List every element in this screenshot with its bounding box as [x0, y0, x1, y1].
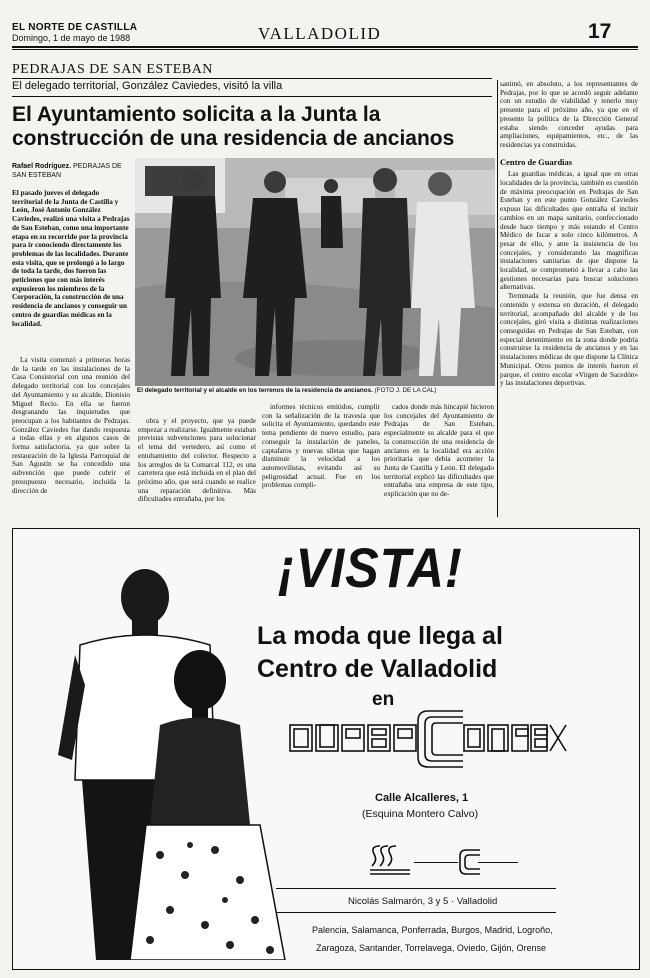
subhead-rule [12, 96, 492, 97]
photo-caption: El delegado territorial y el alcalde en los terrenos de la residencia de ancianos. [137, 387, 373, 394]
ad-tagline-1: La moda que llega al [257, 622, 503, 650]
byline-author: Rafael Rodríguez. [12, 163, 72, 170]
photo-illustration [135, 158, 495, 386]
column-5-text-3: Terminada la reunión, que fue densa en contenido y extensa en duración, el delegado territorial, acompañado del alcalde y de los concejales, giró visita a distintas realizaciones conseguidas en Pedrajas de San Esteban, con especial detenimiento en la zona donde podría construirse la residencia de ancianos y en las instalaciones médicas de que dispone la Clínica Municipal. Otros puntos de interés fueron el parque, el centro escolar «Virgen de Sacedón» y las instalaciones deportivas. [500, 292, 638, 388]
ad-en: en [372, 689, 395, 710]
issue-date: Domingo, 1 de mayo de 1988 [12, 33, 131, 43]
newspaper-name: EL NORTE DE CASTILLA [12, 22, 138, 33]
column-5-subheading: Centro de Guardias [500, 156, 573, 167]
page-number: 17 [588, 20, 612, 43]
ad-address-corner: (Esquina Montero Calvo) [362, 808, 479, 820]
article-subhead: El delegado territorial, González Caviedes, visitó la villa [12, 80, 283, 92]
column-5-text-2: Las guardias médicas, a igual que en otras localidades de la provincia, también es cuestión de máxima preocupación en Pedrajas de San Esteban y en este punto González Caviedes expuso las dificultades que entraña el incluir cambios en un mapa sanitario, confeccionado desde hace tiempo y más estando el Centro Médico de Iscar a solo cinco kilómetros. A pesar de ello, y ante la insistencia de los concejales, y considerando las magníficas instalaciones sanitarias de que dispone la localidad, se comprometió a llevar a cabo las gestiones necesarias para buscar soluciones alternativas. [500, 170, 638, 292]
ad-tagline-2: Centro de Valladolid [257, 655, 498, 683]
photo-credit: (FOTO J. DE LA CAL) [374, 387, 437, 394]
section-title: VALLADOLID [258, 24, 382, 43]
column-4-text: cados donde más hincapié hicieron los concejales del Ayuntamiento de Pedrajas de San Esteban, especialmente su alcalde para el que la construcción de una residencia de ancianos en la localidad era acción prioritaria que debía acometer la Junta de Castilla y León. El delegado territorial explicó las dificultades que entrañaba una empresa de este tipo, explicación que no de- [384, 403, 494, 499]
column-1-text: La visita comenzó a primeras horas de la tarde en las instalaciones de la Casa Consistorial con una reunión del delegado territorial con los concejales del Ayuntamiento y su alcalde, Dionisio Miguel Recio. En ella se fueron desgranando las inquietudes que preocupan a los habitantes de Pedrajas. González Caviedes fue dando respuesta a todas ellas y en algunos casos de forma satisfactoria, ya que sobre la restauración de la Iglesia Parroquial de San Agustín se ha concedido una subvención que puede cubrir el presupuesto necesario, incluida la dirección de [12, 356, 130, 495]
ad-divider-2 [276, 912, 556, 913]
column-5-text-1: sanimó, en absoluto, a los representantes de Pedrajas, por lo que se acordó seguir adelante con un estudio de viabilidad y tenerlo muy presente para el próximo año, ya que en el presente la política de la Dirección General estaba siendo conceder ayudas para ampliaciones, equipamientos, etc., de las residencias ya construidas. [500, 80, 638, 149]
article-photo [135, 158, 495, 386]
superconfex-small-logo [370, 836, 520, 886]
byline [12, 162, 132, 180]
ad-cities-line-2: Zaragoza, Santander, Torrelavega, Oviedo, Gijón, Orense [316, 943, 546, 953]
column-2-text: obra y el proyecto, que ya puede empezar a realizarse. Igualmente estaban previstas subvenciones para solucionar el tema del vertedero, así como el entubamiento del colector. Respecto a los arreglos de la Comarcal 112, es una carretera que está incluida en el plan del próximo año, que será cuando se realice una reparación definitiva. Más dificultades entrañaba, por los [138, 417, 256, 504]
ad-couple-illustration [40, 565, 290, 960]
masthead-thin-rule [12, 49, 638, 50]
ad-headline: ¡VISTA! [278, 536, 463, 599]
superconfex-logo [288, 707, 568, 771]
ad-cities-line-1: Palencia, Salamanca, Ponferrada, Burgos, Madrid, Logroño, [312, 925, 553, 935]
photo-caption-line [137, 387, 497, 394]
article-column-1 [12, 356, 130, 516]
ad-street-address: Nicolás Salmarón, 3 y 5 · Valladolid [348, 896, 498, 907]
column-divider [497, 80, 498, 517]
ad-divider [276, 888, 556, 889]
article-column-4 [384, 403, 494, 517]
article-headline: El Ayuntamiento solicita a la Junta la construcción de una residencia de ancianos [12, 103, 455, 150]
article-kicker: PEDRAJAS DE SAN ESTEBAN [12, 62, 213, 77]
column-3-text: informes técnicos emitidos, cumplir con la señalización de la travesía que solicita el Ayuntamiento, quedando este tema pendiente de nuevo estudio, para conseguir la instalación de paneles, captafaros y nuevas siletas que hagan disminuir la velocidad a los automovilistas, evitando así su peligrosidad actual. Fue en los problemas compli- [262, 403, 380, 490]
article-lead: El pasado jueves el delegado territorial de la Junta de Castilla y León, José Antonio González Caviedes, realizó una visita a Pedrajas de San Esteban, como una importante etapa en su recorrido por la provincia para ir conociendo directamente los problemas de las localidades. Durante esta visita, que se prolongó a lo largo de toda la tarde, dos fueron las peticiones que con más interés expusieron los miembros de la Corporación, la construcción de una residencia de ancianos y conseguir un centro de guardias médicas en la localidad. [12, 189, 130, 328]
kicker-rule [12, 78, 492, 79]
masthead-rule [12, 46, 638, 48]
article-column-2 [138, 417, 256, 517]
article-column-5 [500, 80, 638, 516]
ad-address: Calle Alcalleres, 1 [375, 792, 469, 804]
byline-place: PEDRAJAS DE SAN ESTEBAN [12, 163, 122, 179]
article-column-3 [262, 403, 380, 517]
